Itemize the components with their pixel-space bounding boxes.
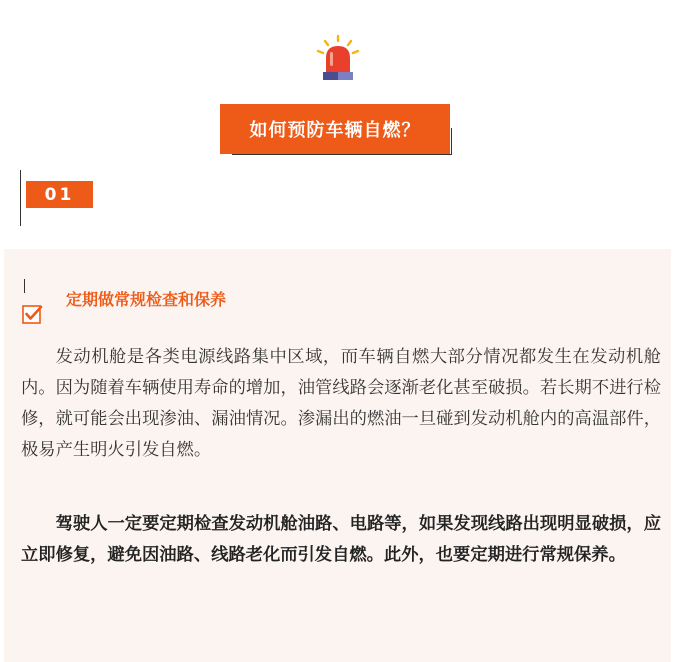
advice-paragraph: 驾驶人一定要定期检查发动机舱油路、电路等，如果发现线路出现明显破损，应立即修复，避免因油路、线路老化而引发自燃。此外，也要定期进行常规保养。 (21, 514, 661, 565)
checkbox-checked-icon (22, 304, 43, 325)
siren-alarm-icon (313, 34, 363, 82)
section-number-badge: 01 (26, 181, 93, 208)
section-heading: 定期做常规检查和保养 (66, 290, 227, 309)
page-title: 如何预防车辆自燃？ (220, 104, 450, 154)
title-shadow-frame (232, 128, 452, 155)
body-paragraph: 发动机舱是各类电源线路集中区域，而车辆自燃大部分情况都发生在发动机舱内。因为随着车辆使用寿命的增加，油管线路会逐渐老化甚至破损。若长期不进行检修，就可能会出现渗油、漏油情况。渗漏出的燃油一旦碰到发动机舱内的高温部件，极易产生明火引发自燃。 (21, 347, 661, 460)
text-cursor (24, 279, 25, 293)
section-divider-line (20, 170, 21, 226)
